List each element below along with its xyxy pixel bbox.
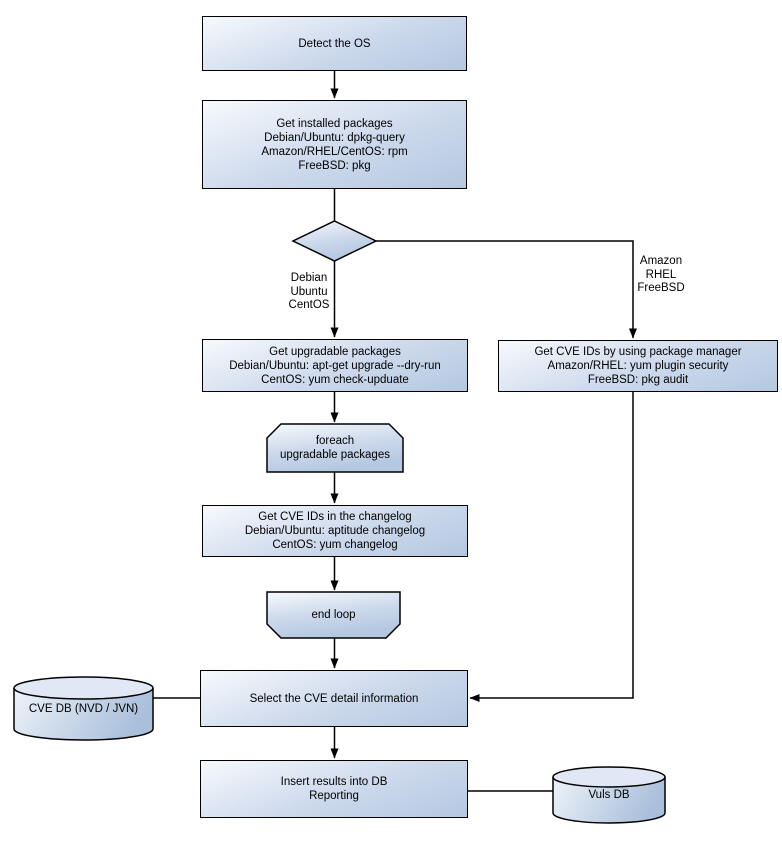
node-line: upgradable packages — [280, 449, 390, 461]
node-line: CentOS: yum check-upduate — [261, 373, 409, 386]
branch-label-line: Ubuntu — [290, 285, 328, 298]
node-get-cve-ids-package-manager — [498, 340, 778, 392]
node-detect-os-line: Detect the OS — [298, 37, 371, 50]
foreach-loop-text — [267, 424, 403, 472]
node-line: FreeBSD: pkg audit — [587, 374, 689, 386]
branch-label-line: Debian — [290, 272, 328, 284]
node-line: Amazon/RHEL/CentOS: rpm — [261, 145, 408, 158]
node-line: Get CVE IDs by using package manager — [534, 346, 742, 358]
node-insert-results — [200, 760, 468, 818]
node-line: Debian/Ubuntu: dpkg-query — [264, 131, 405, 144]
cve-db-label — [14, 688, 153, 729]
node-line: Amazon/RHEL: yum plugin security — [547, 360, 729, 372]
node-line: foreach — [315, 435, 355, 447]
vuls-db-label — [553, 777, 665, 813]
node-line: Debian/Ubuntu: aptitude changelog — [244, 525, 426, 537]
node-line: Get upgradable packages — [269, 345, 401, 358]
branch-label-line: Amazon — [639, 255, 683, 267]
cylinder-label: Vuls DB — [588, 789, 630, 801]
branch-label-line: CentOS — [288, 299, 330, 311]
connector-cve-pm-to-select — [470, 392, 633, 698]
node-line: CentOS: yum changelog — [272, 539, 398, 551]
connector-decision-to-cve-pm — [376, 241, 633, 338]
node-get-installed-packages — [202, 100, 467, 189]
node-line: end loop — [311, 609, 356, 621]
branch-label-left — [279, 272, 339, 313]
branch-label-right — [631, 255, 691, 296]
node-select-cve-detail — [200, 670, 468, 727]
node-get-upgradable-packages — [202, 339, 468, 392]
node-line: FreeBSD: pkg — [298, 159, 371, 172]
node-line: Select the CVE detail information — [249, 692, 419, 705]
branch-label-line: FreeBSD — [637, 282, 685, 294]
node-line: Get installed packages — [276, 117, 393, 130]
node-line: Debian/Ubuntu: apt-get upgrade --dry-run — [229, 359, 441, 372]
node-line: Reporting — [309, 790, 359, 802]
node-line: Insert results into DB — [280, 776, 388, 788]
node-line: Get CVE IDs in the changelog — [258, 511, 412, 523]
branch-label-line: RHEL — [645, 268, 677, 281]
os-decision-diamond — [293, 221, 376, 261]
cylinder-label: CVE DB (NVD / JVN) — [28, 702, 139, 715]
node-get-cve-ids-changelog — [202, 505, 468, 557]
end-loop-text — [267, 592, 400, 638]
node-detect-os — [202, 16, 467, 71]
